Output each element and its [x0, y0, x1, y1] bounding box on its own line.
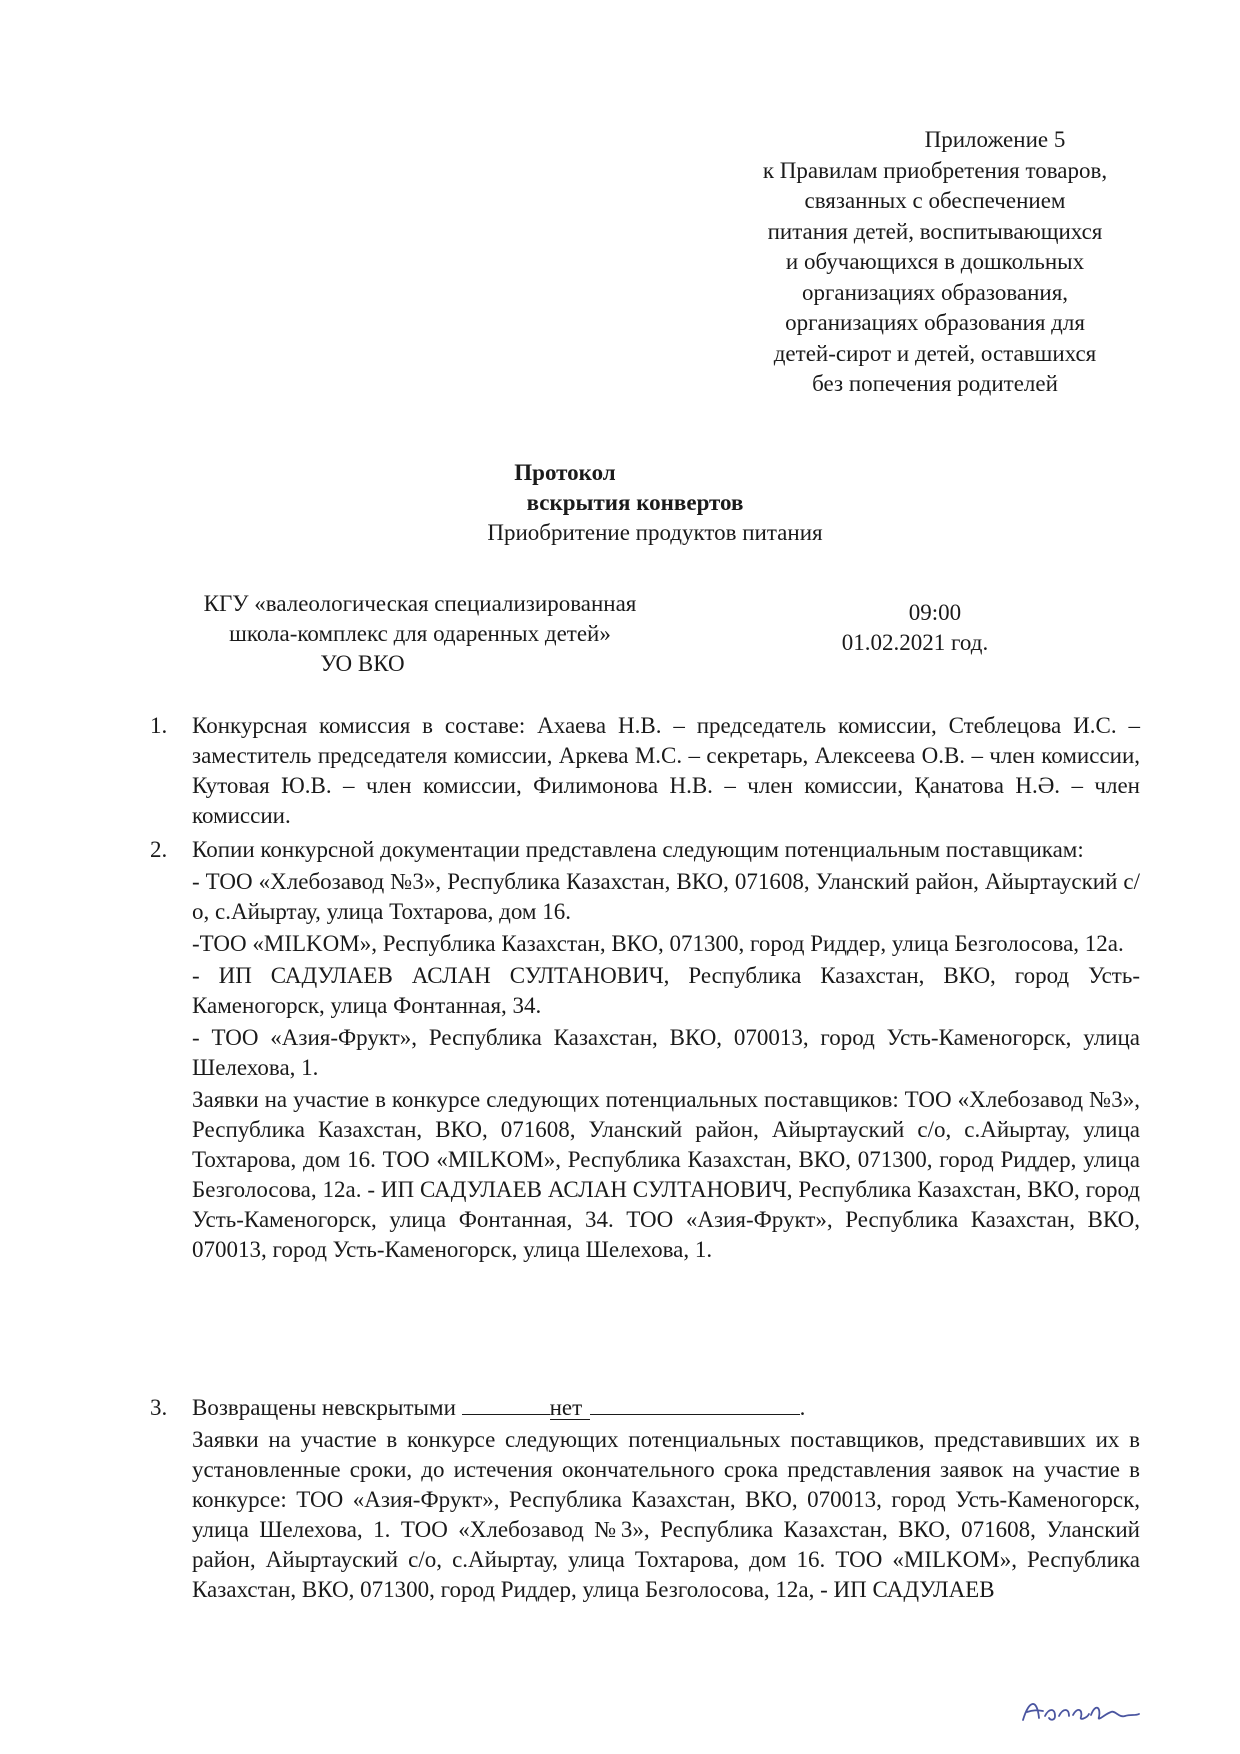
appendix-line: Приложение 5	[924, 127, 1066, 152]
supplier-entry: - ИП САДУЛАЕВ АСЛАН СУЛТАНОВИЧ, Республика Казахстан, ВКО, город Усть-Каменогорск, улица Фонтанная, 34.	[192, 963, 1140, 1018]
appendix-line: детей-сирот и детей, оставшихся	[773, 340, 1097, 366]
meeting-date: 01.02.2021 год.	[841, 630, 989, 655]
bids-text: Заявки на участие в конкурсе следующих потенциальных поставщиков: ТОО «Хлебозавод №3», Республика Казахстан, ВКО, 071608, Уланский район, Айыртауский с/о, с.Айыртау, улица Тохтарова, дом 16. ТОО «MILKOM», Республика Казахстан, ВКО, 071300, город Риддер, улица Безголосова, 12а. - ИП САДУЛАЕВ АСЛАН СУЛТАНОВИЧ, Республика Казахстан, ВКО, город Усть-Каменогорск, улица Фонтанная, 34. ТОО «Азия-Фрукт», Республика Казахстан, ВКО, 070013, город Усть-Каменогорск, улица Шелехова, 1.	[192, 1087, 1140, 1262]
returned-label: Возвращены невскрытыми	[192, 1395, 456, 1420]
appendix-line: питания детей, воспитывающихся	[767, 218, 1103, 244]
title-protocol: Протокол	[514, 460, 616, 485]
documentation-intro: Копии конкурсной документации представлена следующим потенциальным поставщикам:	[192, 837, 1084, 862]
org-line: КГУ «валеологическая специализированная	[203, 591, 637, 616]
supplier-entry: - ТОО «Хлебозавод №3», Республика Казахстан, ВКО, 071608, Уланский район, Айыртауский с/о, с.Айыртау, улица Тохтарова, дом 16.	[192, 869, 1140, 924]
item-number: 1.	[150, 713, 168, 738]
appendix-line: к Правилам приобретения товаров,	[762, 157, 1108, 183]
meeting-time: 09:00	[908, 600, 962, 625]
appendix-line: связанных с обеспечением	[804, 188, 1066, 213]
blank-line	[590, 1414, 800, 1415]
returned-value: нет	[550, 1397, 590, 1420]
supplier-entry: - ТОО «Азия-Фрукт», Республика Казахстан, ВКО, 070013, город Усть-Каменогорск, улица Шелехова, 1.	[192, 1025, 1140, 1080]
item-number: 3.	[150, 1395, 168, 1420]
blank-line	[462, 1414, 550, 1415]
returned-end: .	[799, 1395, 806, 1420]
appendix-line: организациях образования для	[785, 310, 1085, 335]
on-time-bids-text: Заявки на участие в конкурсе следующих потенциальных поставщиков, представивших их в установленные сроки, до истечения окончательного срока представления заявок на участие в конкурсе: ТОО «Азия-Фрукт», Республика Казахстан, ВКО, 070013, город Усть-Каменогорск, улица Шелехова, 1. ТОО «Хлебозавод №3», Республика Казахстан, ВКО, 071608, Уланский район, Айыртауский с/о, с.Айыртау, улица Тохтарова, дом 16. ТОО «MILKOM», Республика Казахстан, ВКО, 071300, город Риддер, улица Безголосова, 12а, - ИП САДУЛАЕВ	[192, 1427, 1140, 1602]
handwritten-signature	[1015, 1690, 1145, 1735]
org-line: УО ВКО	[320, 651, 405, 676]
org-line: школа-комплекс для одаренных детей»	[229, 621, 611, 646]
appendix-note	[700, 125, 1170, 400]
document-title	[0, 458, 1240, 548]
returned-line	[192, 1393, 1140, 1423]
title-purpose: Приобритение продуктов питания	[487, 520, 823, 545]
title-subject: вскрытия конвертов	[526, 490, 744, 515]
organization-block	[175, 589, 665, 679]
commission-text: Конкурсная комиссия в составе: Ахаева Н.В. – председатель комиссии, Стеблецова И.С. – заместитель председателя комиссии, Аркева М.С. – секретарь, Алексеева О.В. – член комиссии, Кутовая Ю.В. – член комиссии, Филимонова Н.В. – член комиссии, Қанатова Н.Ә. – член комиссии.	[192, 713, 1140, 828]
datetime-block	[790, 598, 1040, 658]
item-number: 2.	[150, 837, 168, 862]
appendix-line: организациях образования,	[801, 279, 1069, 305]
supplier-entry: -ТОО «MILKOM», Республика Казахстан, ВКО, 071300, город Риддер, улица Безголосова, 12а.	[192, 931, 1124, 956]
appendix-line: без попечения родителей	[812, 371, 1058, 396]
appendix-line: и обучающихся в дошкольных	[785, 249, 1085, 274]
